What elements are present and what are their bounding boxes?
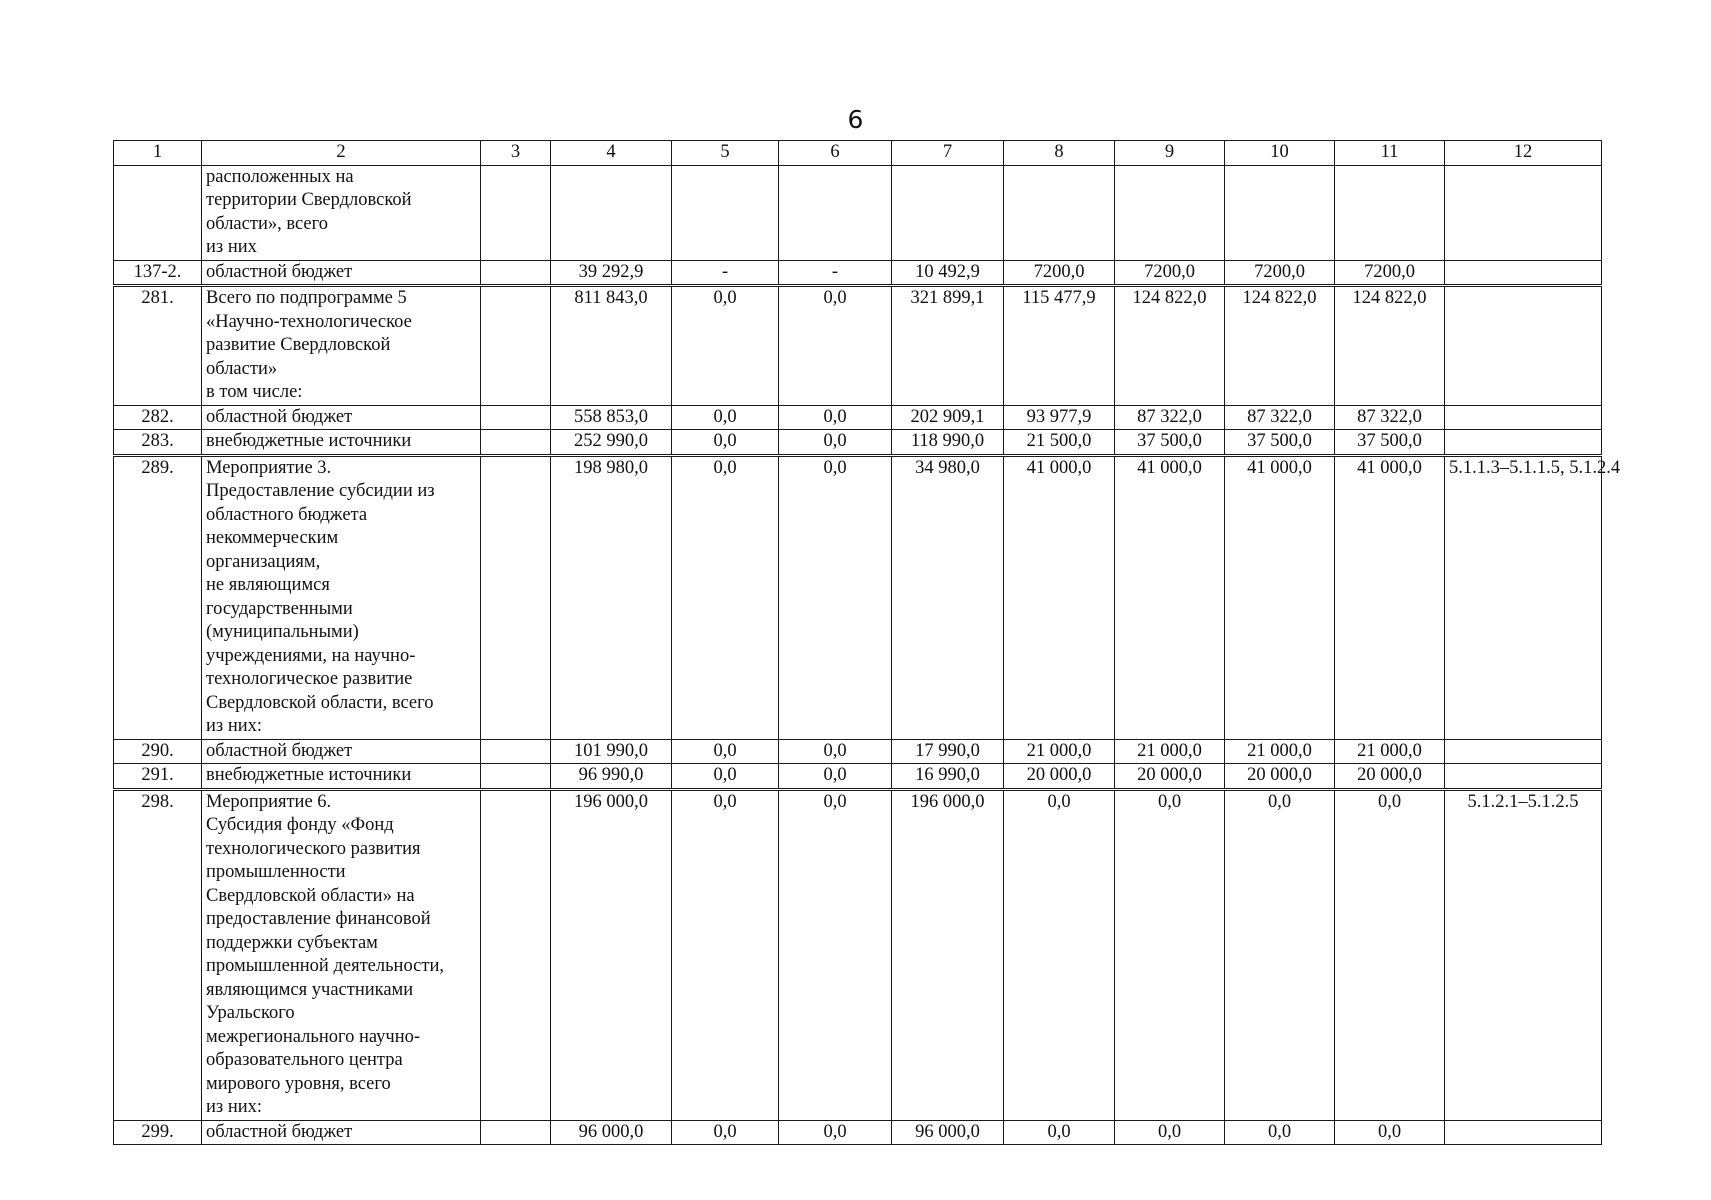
description-line: учреждениями, на научно- [206,645,416,666]
table-row [114,260,1602,286]
page-number: 6 [847,105,864,134]
amount-cell: 0,0 [1115,789,1225,1120]
description-line: не являющимся [206,575,330,595]
row-description [202,286,481,406]
row-description [202,405,481,430]
row-description [202,455,481,739]
amount-cell: 20 000,0 [1225,764,1335,790]
description-line: Предоставление субсидии из [206,481,435,501]
target-indicators-cell [1445,764,1602,790]
budget-table [113,140,1621,1145]
row-description [202,165,481,260]
amount-cell: 10 492,9 [892,260,1004,286]
description-line: технологического развития [206,838,421,859]
description-line: предоставление финансовой [206,909,431,929]
row-description [202,739,481,764]
amount-cell: 7200,0 [1004,260,1115,286]
column-3-cell [481,165,551,260]
amount-cell: 37 500,0 [1225,430,1335,456]
amount-cell: 321 899,1 [892,286,1004,406]
table-row [114,764,1602,790]
amount-cell [551,165,672,260]
amount-cell [1225,165,1335,260]
table-row [114,405,1602,430]
amount-cell: 17 990,0 [892,739,1004,764]
column-number: 6 [779,141,892,166]
amount-cell: 20 000,0 [1115,764,1225,790]
description-line: являющимся участниками [206,979,414,1000]
table-row [114,455,1602,739]
description-line: области» [206,358,278,379]
amount-cell [1115,165,1225,260]
row-description [202,764,481,790]
amount-cell [779,165,892,260]
column-3-cell [481,455,551,739]
column-number: 3 [481,141,551,166]
amount-cell: 21 000,0 [1335,739,1445,764]
amount-cell: 0,0 [672,405,779,430]
column-number: 7 [892,141,1004,166]
amount-cell: 87 322,0 [1115,405,1225,430]
description-line: «Научно-технологическое [206,311,412,332]
description-line: Свердловской области, всего [206,692,434,713]
table-row [114,286,1602,406]
description-line: технологическое развитие [206,669,413,689]
target-indicators-cell: 5.1.2.1–5.1.2.5 [1445,789,1602,1120]
amount-cell: 0,0 [779,739,892,764]
amount-cell: 0,0 [672,430,779,456]
column-number: 10 [1225,141,1335,166]
amount-cell: 7200,0 [1225,260,1335,286]
amount-cell: 39 292,9 [551,260,672,286]
amount-cell: 124 822,0 [1225,286,1335,406]
description-line: Свердловской области» на [206,885,415,906]
amount-cell: 87 322,0 [1225,405,1335,430]
target-indicators-cell [1445,165,1602,260]
table-row [114,789,1602,1120]
amount-cell: 0,0 [1004,789,1115,1120]
row-number: 283. [114,430,202,456]
description-line: из них [206,237,257,257]
amount-cell: 558 853,0 [551,405,672,430]
amount-cell: 87 322,0 [1335,405,1445,430]
amount-cell: 202 909,1 [892,405,1004,430]
amount-cell: 21 000,0 [1004,739,1115,764]
description-line: областного бюджета [206,504,368,525]
row-description [202,260,481,286]
table-row [114,739,1602,764]
description-line: промышленной деятельности, [206,956,444,976]
column-3-cell [481,260,551,286]
amount-cell: 0,0 [672,286,779,406]
amount-cell: - [672,260,779,286]
description-line: внебюджетные источники [206,765,412,785]
column-number-row [114,141,1602,166]
column-3-cell [481,789,551,1120]
amount-cell: 115 477,9 [1004,286,1115,406]
row-number: 289. [114,455,202,739]
amount-cell: 0,0 [672,455,779,739]
target-indicators-cell [1445,430,1602,456]
description-line: областной бюджет [206,1121,353,1142]
row-number: 282. [114,405,202,430]
amount-cell: 16 990,0 [892,764,1004,790]
description-line: области», всего [206,213,328,234]
description-line: мирового уровня, всего [206,1073,391,1094]
column-number: 11 [1335,141,1445,166]
description-line: в том числе: [206,382,303,402]
amount-cell: 0,0 [779,789,892,1120]
target-indicators-cell [1445,286,1602,406]
amount-cell: 0,0 [779,286,892,406]
description-line: межрегионального научно- [206,1026,421,1047]
description-line: областной бюджет [206,261,353,282]
description-line: областной бюджет [206,406,353,427]
description-line: развитие Свердловской [206,335,391,355]
column-number: 8 [1004,141,1115,166]
amount-cell [672,165,779,260]
description-line: из них: [206,1097,263,1117]
table-row [114,1120,1602,1145]
column-number: 1 [114,141,202,166]
description-line: областной бюджет [206,740,353,761]
amount-cell: 0,0 [1225,789,1335,1120]
amount-cell: 41 000,0 [1004,455,1115,739]
amount-cell: 41 000,0 [1115,455,1225,739]
amount-cell: 20 000,0 [1335,764,1445,790]
target-indicators-cell: 5.1.1.3–5.1.1.5, 5.1.2.4 [1445,455,1602,739]
description-line: Мероприятие 6. [206,791,332,812]
amount-cell [1004,165,1115,260]
table-body [114,141,1621,1145]
description-line: (муниципальными) [206,622,359,642]
description-line: территории Свердловской [206,190,412,210]
amount-cell: 96 000,0 [551,1120,672,1145]
amount-cell: 124 822,0 [1335,286,1445,406]
column-3-cell [481,1120,551,1145]
description-line: расположенных на [206,166,354,187]
row-number: 299. [114,1120,202,1145]
description-line: Мероприятие 3. [206,457,332,478]
column-3-cell [481,405,551,430]
row-number: 281. [114,286,202,406]
amount-cell [1335,165,1445,260]
amount-cell: 198 980,0 [551,455,672,739]
column-3-cell [481,739,551,764]
description-line: из них: [206,716,263,736]
amount-cell: 21 000,0 [1115,739,1225,764]
target-indicators-cell [1445,405,1602,430]
amount-cell: 0,0 [779,1120,892,1145]
row-number [114,165,202,260]
amount-cell: 7200,0 [1335,260,1445,286]
amount-cell: 0,0 [672,764,779,790]
amount-cell: - [779,260,892,286]
amount-cell: 0,0 [1004,1120,1115,1145]
column-3-cell [481,286,551,406]
amount-cell: 196 000,0 [892,789,1004,1120]
column-3-cell [481,764,551,790]
description-line: внебюджетные источники [206,431,412,451]
description-line: организациям, [206,551,321,572]
amount-cell: 41 000,0 [1225,455,1335,739]
amount-cell: 0,0 [672,1120,779,1145]
amount-cell: 7200,0 [1115,260,1225,286]
description-line: Уральского [206,1003,295,1023]
column-3-cell [481,430,551,456]
amount-cell: 811 843,0 [551,286,672,406]
description-line: промышленности [206,862,346,882]
amount-cell: 0,0 [1335,789,1445,1120]
column-number: 2 [202,141,481,166]
amount-cell: 124 822,0 [1115,286,1225,406]
amount-cell: 41 000,0 [1335,455,1445,739]
row-description [202,430,481,456]
column-number: 12 [1445,141,1602,166]
row-number: 291. [114,764,202,790]
target-indicators-cell [1445,260,1602,286]
description-line: поддержки субъектам [206,932,378,953]
row-number: 298. [114,789,202,1120]
amount-cell: 21 500,0 [1004,430,1115,456]
amount-cell [892,165,1004,260]
amount-cell: 0,0 [672,789,779,1120]
target-indicators-cell [1445,1120,1602,1145]
amount-cell: 101 990,0 [551,739,672,764]
row-description [202,1120,481,1145]
amount-cell: 37 500,0 [1115,430,1225,456]
row-number: 290. [114,739,202,764]
amount-cell: 0,0 [779,430,892,456]
description-line: образовательного центра [206,1050,403,1070]
amount-cell: 0,0 [779,764,892,790]
description-line: государственными [206,598,353,619]
amount-cell: 0,0 [1225,1120,1335,1145]
amount-cell: 0,0 [779,405,892,430]
amount-cell: 96 990,0 [551,764,672,790]
amount-cell: 0,0 [672,739,779,764]
description-line: Субсидия фонду «Фонд [206,815,394,835]
amount-cell: 37 500,0 [1335,430,1445,456]
table-row [114,165,1602,260]
target-indicators-cell [1445,739,1602,764]
description-line: Всего по подпрограмме 5 [206,288,407,308]
table-row [114,430,1602,456]
amount-cell: 0,0 [1335,1120,1445,1145]
amount-cell: 34 980,0 [892,455,1004,739]
amount-cell: 20 000,0 [1004,764,1115,790]
amount-cell: 252 990,0 [551,430,672,456]
amount-cell: 96 000,0 [892,1120,1004,1145]
column-number: 9 [1115,141,1225,166]
description-line: некоммерческим [206,528,339,548]
amount-cell: 0,0 [779,455,892,739]
amount-cell: 93 977,9 [1004,405,1115,430]
row-description [202,789,481,1120]
column-number: 4 [551,141,672,166]
amount-cell: 196 000,0 [551,789,672,1120]
amount-cell: 118 990,0 [892,430,1004,456]
row-number: 137-2. [114,260,202,286]
amount-cell: 21 000,0 [1225,739,1335,764]
column-number: 5 [672,141,779,166]
amount-cell: 0,0 [1115,1120,1225,1145]
